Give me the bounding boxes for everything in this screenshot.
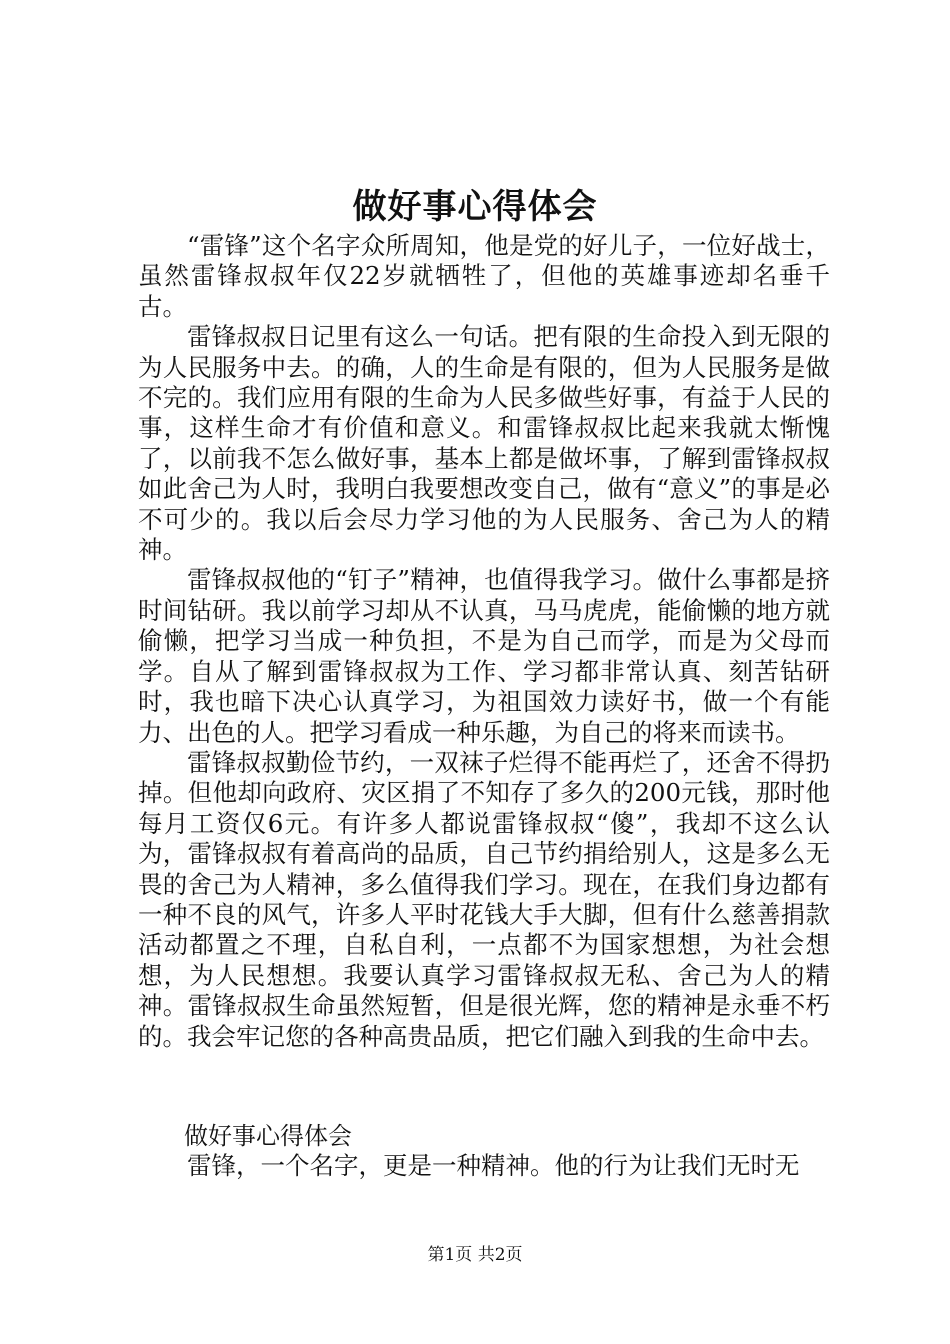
document-title: 做好事心得体会	[352, 187, 598, 227]
paragraph-5: 雷锋，一个名字，更是一种精神。他的行为让我们无时无	[187, 1151, 800, 1180]
document-body	[138, 231, 830, 1052]
section-subheading: 做好事心得体会	[184, 1122, 352, 1150]
continuation-text	[138, 1151, 830, 1181]
paragraph-3: 雷锋叔叔他的“钉子”精神，也值得我学习。做什么事都是挤时间钻研。我以前学习却从不认真，马马虎虎，能偷懒的地方就偷懒，把学习当成一种负担，不是为自己而学，而是为父母而学。自从了解到雷锋叔叔为工作、学习都非常认真、刻苦钻研时，我也暗下决心认真学习，为祖国效力读好书，做一个有能力、出色的人。把学习看成一种乐趣，为自己的将来而读书。	[138, 565, 830, 747]
page-footer: 第1页 共2页	[427, 1245, 523, 1265]
paragraph-2: 雷锋叔叔日记里有这么一句话。把有限的生命投入到无限的为人民服务中去。的确，人的生命是有限的，但为人民服务是做不完的。我们应用有限的生命为人民多做些好事，有益于人民的事，这样生命才有价值和意义。和雷锋叔叔比起来我就太惭愧了，以前我不怎么做好事，基本上都是做坏事，了解到雷锋叔叔如此舍己为人时，我明白我要想改变自己，做有“意义”的事是必不可少的。我以后会尽力学习他的为人民服务、舍己为人的精神。	[138, 322, 830, 565]
paragraph-4: 雷锋叔叔勤俭节约，一双袜子烂得不能再烂了，还舍不得扔掉。但他却向政府、灾区捐了不知存了多久的200元钱，那时他每月工资仅6元。有许多人都说雷锋叔叔“傻”，我却不这么认为，雷锋叔叔有着高尚的品质，自己节约捐给别人，这是多么无畏的舍己为人精神，多么值得我们学习。现在，在我们身边都有一种不良的风气，许多人平时花钱大手大脚，但有什么慈善捐款活动都置之不理，自私自利，一点都不为国家想想，为社会想想，为人民想想。我要认真学习雷锋叔叔无私、舍己为人的精神。雷锋叔叔生命虽然短暂，但是很光辉，您的精神是永垂不朽的。我会牢记您的各种高贵品质，把它们融入到我的生命中去。	[138, 747, 830, 1051]
paragraph-1: “雷锋”这个名字众所周知，他是党的好儿子，一位好战士，虽然雷锋叔叔年仅22岁就牺牲了，但他的英雄事迹却名垂千古。	[138, 231, 830, 321]
